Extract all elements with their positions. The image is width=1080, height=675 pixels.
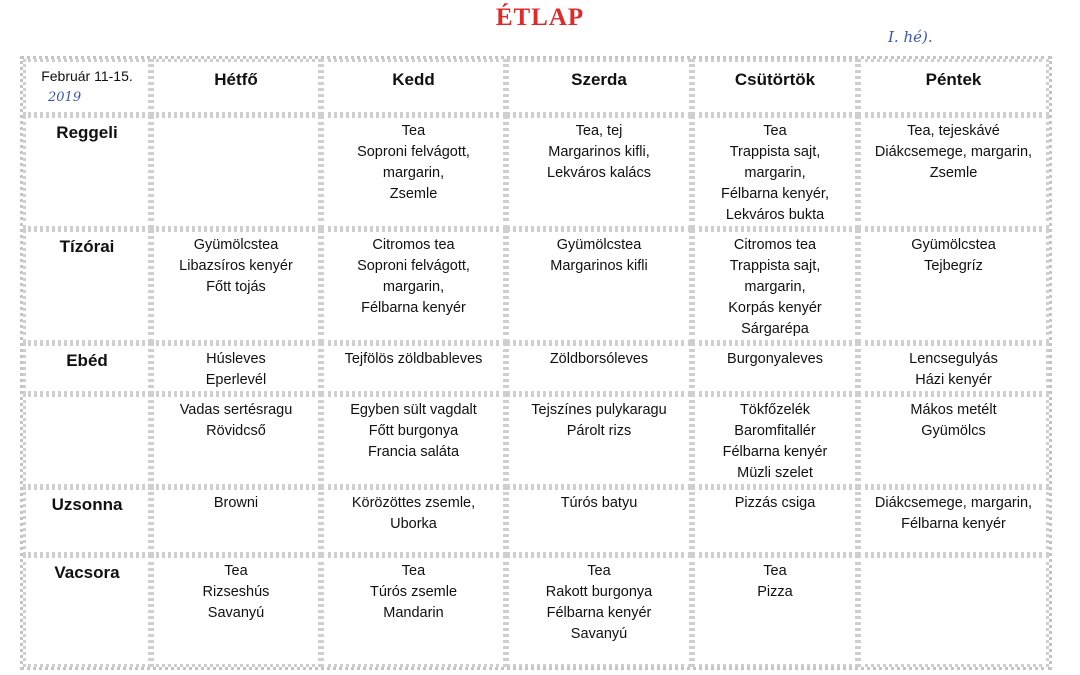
weekly-menu-table [20, 56, 1052, 670]
menu-item: Diákcsemege, margarin, [874, 495, 1033, 511]
menu-item: Tea [763, 123, 787, 139]
meal-label: Ebéd [23, 343, 151, 394]
menu-item: margarin, [382, 279, 445, 295]
menu-cell [692, 229, 858, 343]
menu-item: Margarinos kifli [550, 258, 648, 274]
menu-cell [151, 555, 321, 667]
menu-item: Müzli szelet [737, 465, 813, 481]
menu-cell [321, 487, 506, 555]
menu-item: Gyümölcstea [193, 237, 279, 253]
menu-item: Gyümölcstea [911, 237, 996, 253]
menu-cell [321, 229, 506, 343]
menu-item: Rizseshús [202, 584, 270, 600]
menu-item: Húsleves [206, 351, 266, 367]
menu-item: Pizzás csiga [734, 495, 816, 511]
menu-cell [858, 343, 1049, 394]
menu-cell [506, 343, 692, 394]
menu-item: Túrós zsemle [369, 584, 458, 600]
meal-label: Vacsora [23, 555, 151, 667]
menu-item: Körözöttes zsemle, [351, 495, 476, 511]
menu-item: Lekváros kalács [547, 165, 651, 181]
menu-item: Burgonyaleves [727, 351, 823, 367]
menu-item: Savanyú [570, 626, 628, 642]
meal-label: Tízórai [23, 229, 151, 343]
menu-item: Tökfőzelék [739, 402, 811, 418]
menu-item: Párolt rizs [566, 423, 632, 439]
menu-item: Eperlevél [205, 372, 267, 388]
menu-item: Tejbegríz [924, 258, 983, 274]
menu-cell [321, 555, 506, 667]
menu-item: Diákcsemege, margarin, [874, 144, 1033, 160]
day-header-thursday: Csütörtök [692, 59, 858, 115]
table-row [23, 487, 1049, 555]
menu-item: Mákos metélt [910, 402, 997, 418]
day-header-monday: Hétfő [151, 59, 321, 115]
menu-item: Browni [213, 495, 259, 511]
menu-cell [858, 555, 1049, 667]
day-header-tuesday: Kedd [321, 59, 506, 115]
menu-item: Gyümölcs [921, 423, 986, 439]
menu-item: Tejfölös zöldbableves [344, 351, 483, 367]
menu-item: Uborka [390, 516, 437, 532]
menu-item: Citromos tea [372, 237, 455, 253]
table-row [23, 394, 1049, 487]
menu-item: Félbarna kenyér [901, 516, 1006, 532]
menu-item: margarin, [744, 279, 806, 295]
menu-item: Rakott burgonya [545, 584, 653, 600]
meal-label: Uzsonna [23, 487, 151, 555]
menu-body [23, 115, 1049, 667]
menu-item: Tejszínes pulykaragu [531, 402, 667, 418]
menu-item: Lekváros bukta [725, 207, 825, 223]
menu-item: Félbarna kenyér, [720, 186, 829, 202]
menu-item: Korpás kenyér [728, 300, 822, 316]
menu-item: Főtt burgonya [368, 423, 459, 439]
menu-cell [151, 115, 321, 229]
menu-item: Savanyú [207, 605, 265, 621]
menu-item: Zsemle [389, 186, 438, 202]
menu-cell [321, 394, 506, 487]
menu-cell [151, 487, 321, 555]
menu-item: Félbarna kenyér [361, 300, 466, 316]
date-range: Február 11-15. [41, 68, 133, 84]
menu-item: Tea [224, 563, 248, 579]
menu-cell [692, 394, 858, 487]
menu-cell [151, 229, 321, 343]
menu-item: Trappista sajt, [729, 258, 821, 274]
menu-cell [151, 394, 321, 487]
menu-item: Tea [401, 123, 426, 139]
menu-item: Túrós batyu [560, 495, 638, 511]
menu-cell [858, 394, 1049, 487]
table-row [23, 229, 1049, 343]
menu-cell [506, 229, 692, 343]
menu-item: Francia saláta [367, 444, 460, 460]
menu-item: Baromfitallér [734, 423, 816, 439]
menu-item: Zöldborsóleves [549, 351, 649, 367]
menu-cell [692, 487, 858, 555]
menu-item: Citromos tea [733, 237, 817, 253]
table-row [23, 115, 1049, 229]
menu-item: Félbarna kenyér [722, 444, 828, 460]
year-handwritten-note: 2019 [48, 90, 82, 105]
menu-item: Zsemle [929, 165, 978, 181]
menu-item: Soproni felvágott, [357, 144, 470, 160]
menu-cell [692, 555, 858, 667]
menu-cell [151, 343, 321, 394]
menu-item: Házi kenyér [915, 372, 992, 388]
menu-item: Gyümölcstea [556, 237, 642, 253]
menu-cell [506, 115, 692, 229]
menu-item: Soproni felvágott, [357, 258, 470, 274]
menu-item: Főtt tojás [206, 279, 266, 295]
menu-item: margarin, [382, 165, 445, 181]
menu-item: Tea [763, 563, 787, 579]
table-row [23, 555, 1049, 667]
menu-item: Mandarin [383, 605, 444, 621]
menu-cell [506, 394, 692, 487]
menu-cell [321, 115, 506, 229]
menu-cell [858, 229, 1049, 343]
menu-cell [858, 115, 1049, 229]
menu-item: Tea [587, 563, 611, 579]
menu-item: Tea [401, 563, 426, 579]
menu-item: Lencsegulyás [909, 351, 998, 367]
day-header-friday: Péntek [858, 59, 1049, 115]
menu-item: Tea, tej [575, 123, 623, 139]
menu-item: margarin, [744, 165, 806, 181]
menu-item: Margarinos kifli, [548, 144, 650, 160]
menu-item: Libazsíros kenyér [179, 258, 293, 274]
meal-label: Reggeli [23, 115, 151, 229]
date-cell [23, 59, 151, 115]
menu-item: Tea, tejeskávé [907, 123, 1000, 139]
menu-cell [692, 343, 858, 394]
page-title: ÉTLAP [495, 4, 585, 31]
day-header-wednesday: Szerda [506, 59, 692, 115]
menu-item: Pizza [757, 584, 793, 600]
menu-item: Trappista sajt, [729, 144, 821, 160]
menu-item: Rövidcső [206, 423, 266, 439]
menu-cell [506, 555, 692, 667]
table-row [23, 343, 1049, 394]
handwritten-note: I. hé). [888, 28, 933, 46]
header-row [23, 59, 1049, 115]
menu-item: Sárgarépa [741, 321, 809, 337]
menu-cell [506, 487, 692, 555]
menu-cell [858, 487, 1049, 555]
meal-label [23, 394, 151, 487]
menu-item: Vadas sertésragu [179, 402, 293, 418]
menu-cell [321, 343, 506, 394]
menu-item: Félbarna kenyér [546, 605, 652, 621]
menu-cell [692, 115, 858, 229]
menu-item: Egyben sült vagdalt [350, 402, 477, 418]
